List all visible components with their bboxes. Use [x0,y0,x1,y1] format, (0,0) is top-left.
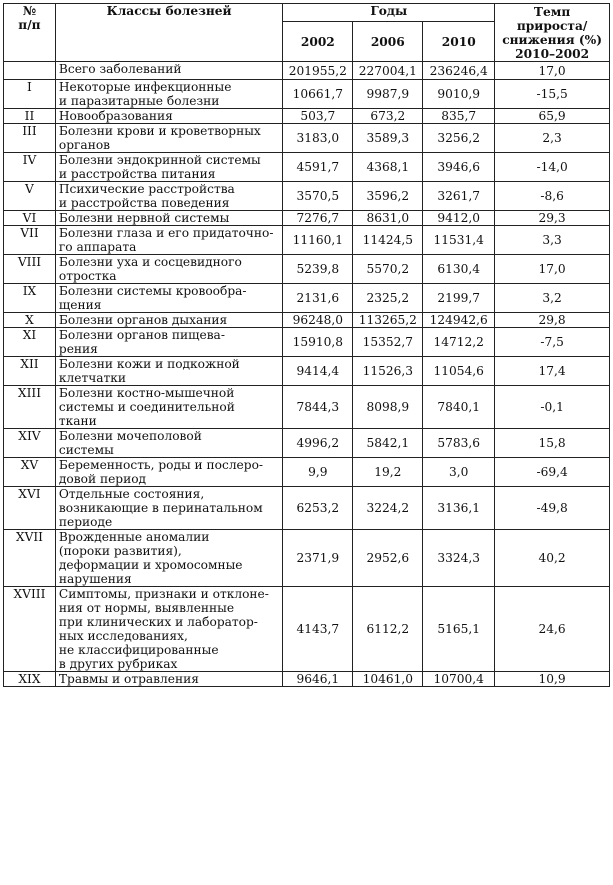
cell-growth: -0,1 [495,386,610,429]
cell-2002: 4591,7 [283,153,353,182]
cell-name: Болезни костно-мышечной системы и соединительной ткани [55,386,282,429]
cell-2002: 9414,4 [283,357,353,386]
cell-2010: 9412,0 [423,211,495,226]
cell-num: XI [4,328,56,357]
cell-2002: 7844,3 [283,386,353,429]
cell-num: XII [4,357,56,386]
cell-2006: 5842,1 [353,429,423,458]
cell-name: Болезни кожи и подкожной клетчатки [55,357,282,386]
cell-2002: 6253,2 [283,487,353,530]
cell-2006: 8631,0 [353,211,423,226]
table-row [4,153,610,182]
cell-num: XV [4,458,56,487]
table-row [4,386,610,429]
table-row [4,672,610,687]
cell-2010: 9010,9 [423,80,495,109]
cell-2010: 5165,1 [423,587,495,672]
cell-2006: 2325,2 [353,284,423,313]
cell-2010: 3324,3 [423,530,495,587]
cell-2006: 19,2 [353,458,423,487]
cell-2010: 10700,4 [423,672,495,687]
table-row [4,80,610,109]
cell-2006: 227004,1 [353,62,423,80]
cell-growth: -49,8 [495,487,610,530]
header-year-2002: 2002 [283,22,353,62]
cell-2002: 4996,2 [283,429,353,458]
cell-growth: 40,2 [495,530,610,587]
cell-num [4,62,56,80]
cell-2006: 6112,2 [353,587,423,672]
cell-2006: 2952,6 [353,530,423,587]
cell-num: III [4,124,56,153]
cell-name: Болезни органов пищева- рения [55,328,282,357]
cell-num: VII [4,226,56,255]
cell-name: Беременность, роды и послеро- довой период [55,458,282,487]
cell-2010: 11054,6 [423,357,495,386]
table-row [4,357,610,386]
cell-2006: 4368,1 [353,153,423,182]
disease-statistics-table [3,3,610,687]
cell-num: V [4,182,56,211]
table-row [4,429,610,458]
header-classes: Классы болезней [55,4,282,62]
cell-2002: 4143,7 [283,587,353,672]
cell-num: X [4,313,56,328]
cell-2006: 113265,2 [353,313,423,328]
cell-name: Новообразования [55,109,282,124]
cell-2006: 5570,2 [353,255,423,284]
header-year-2006: 2006 [353,22,423,62]
cell-growth: -69,4 [495,458,610,487]
cell-2002: 10661,7 [283,80,353,109]
cell-2002: 9646,1 [283,672,353,687]
cell-2002: 15910,8 [283,328,353,357]
cell-name: Болезни крови и кроветворных органов [55,124,282,153]
cell-name: Некоторые инфекционные и паразитарные болезни [55,80,282,109]
cell-name: Отдельные состояния, возникающие в перинатальном периоде [55,487,282,530]
cell-name: Травмы и отравления [55,672,282,687]
cell-2010: 3261,7 [423,182,495,211]
cell-2002: 2131,6 [283,284,353,313]
cell-2010: 14712,2 [423,328,495,357]
cell-2010: 3136,1 [423,487,495,530]
cell-name: Болезни органов дыхания [55,313,282,328]
cell-growth: 15,8 [495,429,610,458]
cell-2010: 2199,7 [423,284,495,313]
cell-num: IX [4,284,56,313]
table-row [4,255,610,284]
table-row [4,284,610,313]
cell-growth: 10,9 [495,672,610,687]
table-header [4,4,610,62]
table-row [4,487,610,530]
cell-name: Всего заболеваний [55,62,282,80]
cell-num: I [4,80,56,109]
header-growth: Темп прироста/ снижения (%) 2010–2002 [495,4,610,62]
cell-num: XIX [4,672,56,687]
cell-num: IV [4,153,56,182]
cell-name: Болезни эндокринной системы и расстройства питания [55,153,282,182]
table-row-total [4,62,610,80]
table-row [4,226,610,255]
cell-2002: 503,7 [283,109,353,124]
table-row [4,587,610,672]
cell-2002: 2371,9 [283,530,353,587]
cell-growth: 29,8 [495,313,610,328]
cell-2010: 236246,4 [423,62,495,80]
table-row [4,530,610,587]
cell-growth: 2,3 [495,124,610,153]
table-row [4,124,610,153]
header-years: Годы [283,4,495,22]
table-row [4,458,610,487]
table-body [4,62,610,687]
cell-growth: 17,4 [495,357,610,386]
cell-2006: 3589,3 [353,124,423,153]
cell-2010: 6130,4 [423,255,495,284]
table-row [4,211,610,226]
cell-2006: 3224,2 [353,487,423,530]
cell-2006: 9987,9 [353,80,423,109]
cell-name: Психические расстройства и расстройства поведения [55,182,282,211]
cell-num: XIII [4,386,56,429]
cell-2010: 7840,1 [423,386,495,429]
cell-growth: -8,6 [495,182,610,211]
cell-growth: 17,0 [495,255,610,284]
cell-num: XIV [4,429,56,458]
cell-name: Врожденные аномалии (пороки развития), деформации и хромосомные нарушения [55,530,282,587]
cell-2006: 11424,5 [353,226,423,255]
cell-2010: 835,7 [423,109,495,124]
cell-2002: 7276,7 [283,211,353,226]
cell-growth: 17,0 [495,62,610,80]
table-row [4,109,610,124]
cell-2006: 10461,0 [353,672,423,687]
cell-2010: 5783,6 [423,429,495,458]
cell-2010: 3,0 [423,458,495,487]
header-year-2010: 2010 [423,22,495,62]
cell-2002: 96248,0 [283,313,353,328]
cell-2010: 11531,4 [423,226,495,255]
cell-num: XVIII [4,587,56,672]
cell-num: VI [4,211,56,226]
header-num: № п/п [4,4,56,62]
cell-2010: 3946,6 [423,153,495,182]
cell-name: Болезни мочеполовой системы [55,429,282,458]
cell-2002: 11160,1 [283,226,353,255]
cell-2006: 15352,7 [353,328,423,357]
cell-2002: 3570,5 [283,182,353,211]
table-row [4,182,610,211]
cell-growth: -14,0 [495,153,610,182]
table-row [4,313,610,328]
cell-2006: 11526,3 [353,357,423,386]
cell-2002: 5239,8 [283,255,353,284]
cell-growth: -7,5 [495,328,610,357]
cell-num: VIII [4,255,56,284]
cell-name: Болезни глаза и его придаточно- го аппарата [55,226,282,255]
cell-2002: 201955,2 [283,62,353,80]
cell-2006: 8098,9 [353,386,423,429]
cell-growth: 3,2 [495,284,610,313]
cell-2010: 124942,6 [423,313,495,328]
cell-growth: -15,5 [495,80,610,109]
cell-num: XVII [4,530,56,587]
cell-growth: 24,6 [495,587,610,672]
cell-num: II [4,109,56,124]
cell-num: XVI [4,487,56,530]
cell-name: Болезни уха и сосцевидного отростка [55,255,282,284]
cell-2010: 3256,2 [423,124,495,153]
cell-growth: 65,9 [495,109,610,124]
cell-name: Болезни нервной системы [55,211,282,226]
cell-growth: 3,3 [495,226,610,255]
cell-2006: 3596,2 [353,182,423,211]
cell-2006: 673,2 [353,109,423,124]
cell-growth: 29,3 [495,211,610,226]
cell-2002: 3183,0 [283,124,353,153]
cell-2002: 9,9 [283,458,353,487]
cell-name: Болезни системы кровообра- щения [55,284,282,313]
cell-name: Симптомы, признаки и отклоне- ния от нормы, выявленные при клинических и лаборатор- ных исследованиях, не классифицированные в других рубриках [55,587,282,672]
table-row [4,328,610,357]
